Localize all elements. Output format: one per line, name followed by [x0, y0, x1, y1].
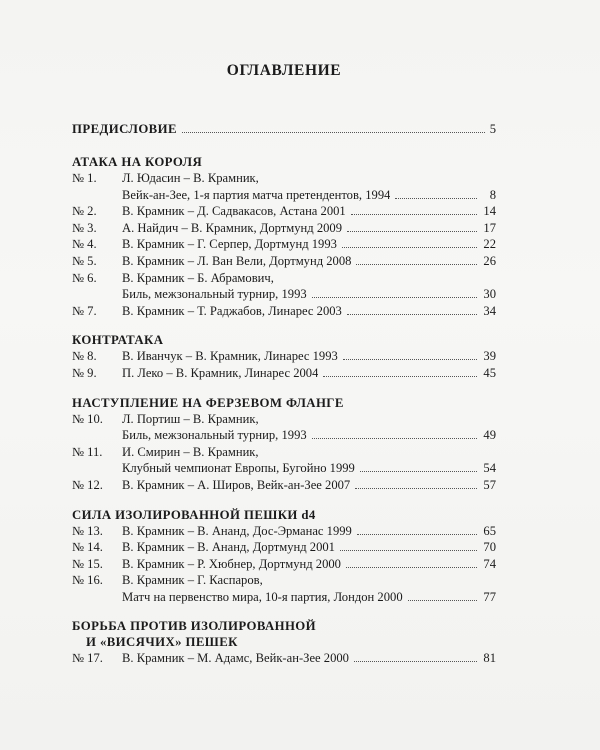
toc-entry[interactable] [72, 220, 496, 237]
game-number: № 16. [72, 573, 103, 588]
game-number: № 15. [72, 556, 103, 571]
page-number: 49 [483, 428, 496, 443]
entry-text: И. Смирин – В. Крамник, [122, 444, 259, 459]
page-number: 77 [483, 589, 496, 604]
dot-leader [182, 132, 485, 133]
game-number: № 2. [72, 204, 97, 219]
toc-entry[interactable] [72, 539, 496, 556]
toc-entry[interactable] [72, 411, 496, 428]
toc-entry[interactable] [72, 650, 496, 667]
toc-entry-continuation[interactable] [72, 589, 496, 606]
page-number: 5 [489, 122, 496, 136]
dot-leader [340, 550, 477, 551]
page-title: ОГЛАВЛЕНИЕ [226, 62, 342, 79]
game-number: № 7. [72, 303, 97, 318]
page-number: 22 [483, 237, 496, 252]
section-title: АТАКА НА КОРОЛЯ [72, 155, 203, 169]
entry-text: В. Крамник – Д. Садвакасов, Астана 2001 [122, 204, 346, 219]
game-number: № 10. [72, 411, 103, 426]
page-number: 57 [483, 477, 496, 492]
game-number: № 12. [72, 477, 103, 492]
entry-text: В. Крамник – М. Адамс, Вейк-ан-Зее 2000 [122, 651, 349, 666]
toc-entry[interactable] [72, 303, 496, 320]
toc-section-preface [72, 121, 496, 137]
dot-leader [357, 534, 477, 535]
page-number: 8 [489, 187, 496, 202]
toc-entry-continuation[interactable] [72, 187, 496, 204]
page-number: 81 [483, 651, 496, 666]
toc-entry[interactable] [72, 365, 496, 382]
dot-leader [355, 488, 477, 489]
entry-text: В. Иванчук – В. Крамник, Линарес 1993 [122, 349, 338, 364]
toc-section [72, 507, 496, 606]
dot-leader [347, 314, 477, 315]
toc-section [72, 618, 496, 667]
toc-entry-continuation[interactable] [72, 427, 496, 444]
entry-text: Л. Юдасин – В. Крамник, [122, 171, 259, 185]
toc-entry-continuation[interactable] [72, 460, 496, 477]
entry-text: Биль, межзональный турнир, 1993 [122, 287, 307, 302]
entry-text: П. Леко – В. Крамник, Линарес 2004 [122, 365, 319, 380]
page-number: 30 [483, 287, 496, 302]
page-number: 14 [483, 204, 496, 219]
entry-text: В. Крамник – Г. Серпер, Дортмунд 1993 [122, 237, 337, 252]
toc-entry[interactable] [72, 236, 496, 253]
toc-section [72, 332, 496, 381]
page-number: 70 [483, 540, 496, 555]
dot-leader [312, 438, 477, 439]
game-number: № 8. [72, 349, 97, 364]
page-number: 39 [483, 349, 496, 364]
dot-leader [356, 264, 477, 265]
game-number: № 11. [72, 444, 103, 459]
toc-section [72, 154, 496, 319]
dot-leader [323, 376, 477, 377]
game-number: № 5. [72, 253, 97, 268]
page-number: 17 [483, 220, 496, 235]
dot-leader [354, 661, 477, 662]
toc-entry[interactable] [72, 477, 496, 494]
table-of-contents [72, 62, 496, 680]
entry-text: В. Крамник – В. Ананд, Дос-Эрманас 1999 [122, 523, 352, 538]
section-title: КОНТРАТАКА [72, 333, 164, 348]
toc-entry[interactable] [72, 203, 496, 220]
toc-entry[interactable] [72, 348, 496, 365]
dot-leader [342, 247, 477, 248]
dot-leader [360, 471, 477, 472]
entry-text: В. Крамник – Р. Хюбнер, Дортмунд 2000 [122, 556, 341, 571]
dot-leader [343, 359, 477, 360]
section-title: НАСТУПЛЕНИЕ НА ФЕРЗЕВОМ ФЛАНГЕ [72, 395, 344, 410]
toc-entry[interactable] [72, 121, 496, 137]
game-number: № 17. [72, 651, 103, 666]
entry-text: В. Крамник – В. Ананд, Дортмунд 2001 [122, 540, 335, 555]
dot-leader [347, 231, 477, 232]
page-number: 74 [483, 556, 496, 571]
entry-text: Матч на первенство мира, 10-я партия, Лондон 2000 [122, 589, 403, 604]
toc-entry[interactable] [72, 572, 496, 589]
page-number: 65 [483, 523, 496, 538]
entry-text: А. Найдич – В. Крамник, Дортмунд 2009 [122, 220, 343, 235]
page-number: 45 [483, 365, 496, 380]
entry-text: В. Крамник – Г. Каспаров, [122, 573, 263, 588]
entry-text: Клубный чемпионат Европы, Бугойно 1999 [122, 461, 355, 476]
page-number: 54 [483, 461, 496, 476]
entry-text: В. Крамник – Б. Абрамович, [122, 270, 274, 285]
entry-text: Биль, межзональный турнир, 1993 [122, 428, 307, 443]
section-title: БОРЬБА ПРОТИВ ИЗОЛИРОВАННОЙ И «ВИСЯЧИХ» ПЕШЕК [72, 619, 317, 650]
entry-text: В. Крамник – А. Широв, Вейк-ан-Зее 2007 [122, 477, 351, 492]
toc-entry[interactable] [72, 253, 496, 270]
dot-leader [351, 214, 477, 215]
toc-section [72, 395, 496, 494]
toc-entry[interactable] [72, 523, 496, 540]
game-number: № 1. [72, 171, 97, 185]
section-title: ПРЕДИСЛОВИЕ [72, 122, 177, 136]
page-number: 26 [483, 253, 496, 268]
entry-text: В. Крамник – Т. Раджабов, Линарес 2003 [122, 303, 342, 318]
game-number: № 6. [72, 270, 97, 285]
game-number: № 13. [72, 523, 103, 538]
toc-entry[interactable] [72, 444, 496, 461]
page-number: 34 [483, 303, 496, 318]
dot-leader [312, 297, 477, 298]
game-number: № 9. [72, 365, 97, 380]
toc-entry[interactable] [72, 170, 496, 187]
game-number: № 4. [72, 237, 97, 252]
dot-leader [346, 567, 477, 568]
game-number: № 14. [72, 540, 103, 555]
dot-leader [408, 600, 477, 601]
toc-entry[interactable] [72, 270, 496, 287]
section-title: СИЛА ИЗОЛИРОВАННОЙ ПЕШКИ d4 [72, 507, 316, 522]
toc-entry[interactable] [72, 556, 496, 573]
toc-entry-continuation[interactable] [72, 286, 496, 303]
entry-text: Л. Портиш – В. Крамник, [122, 411, 259, 426]
game-number: № 3. [72, 220, 97, 235]
entry-text: Вейк-ан-Зее, 1-я партия матча претендентов, 1994 [122, 187, 391, 202]
entry-text: В. Крамник – Л. Ван Вели, Дортмунд 2008 [122, 253, 352, 268]
dot-leader [395, 198, 477, 199]
